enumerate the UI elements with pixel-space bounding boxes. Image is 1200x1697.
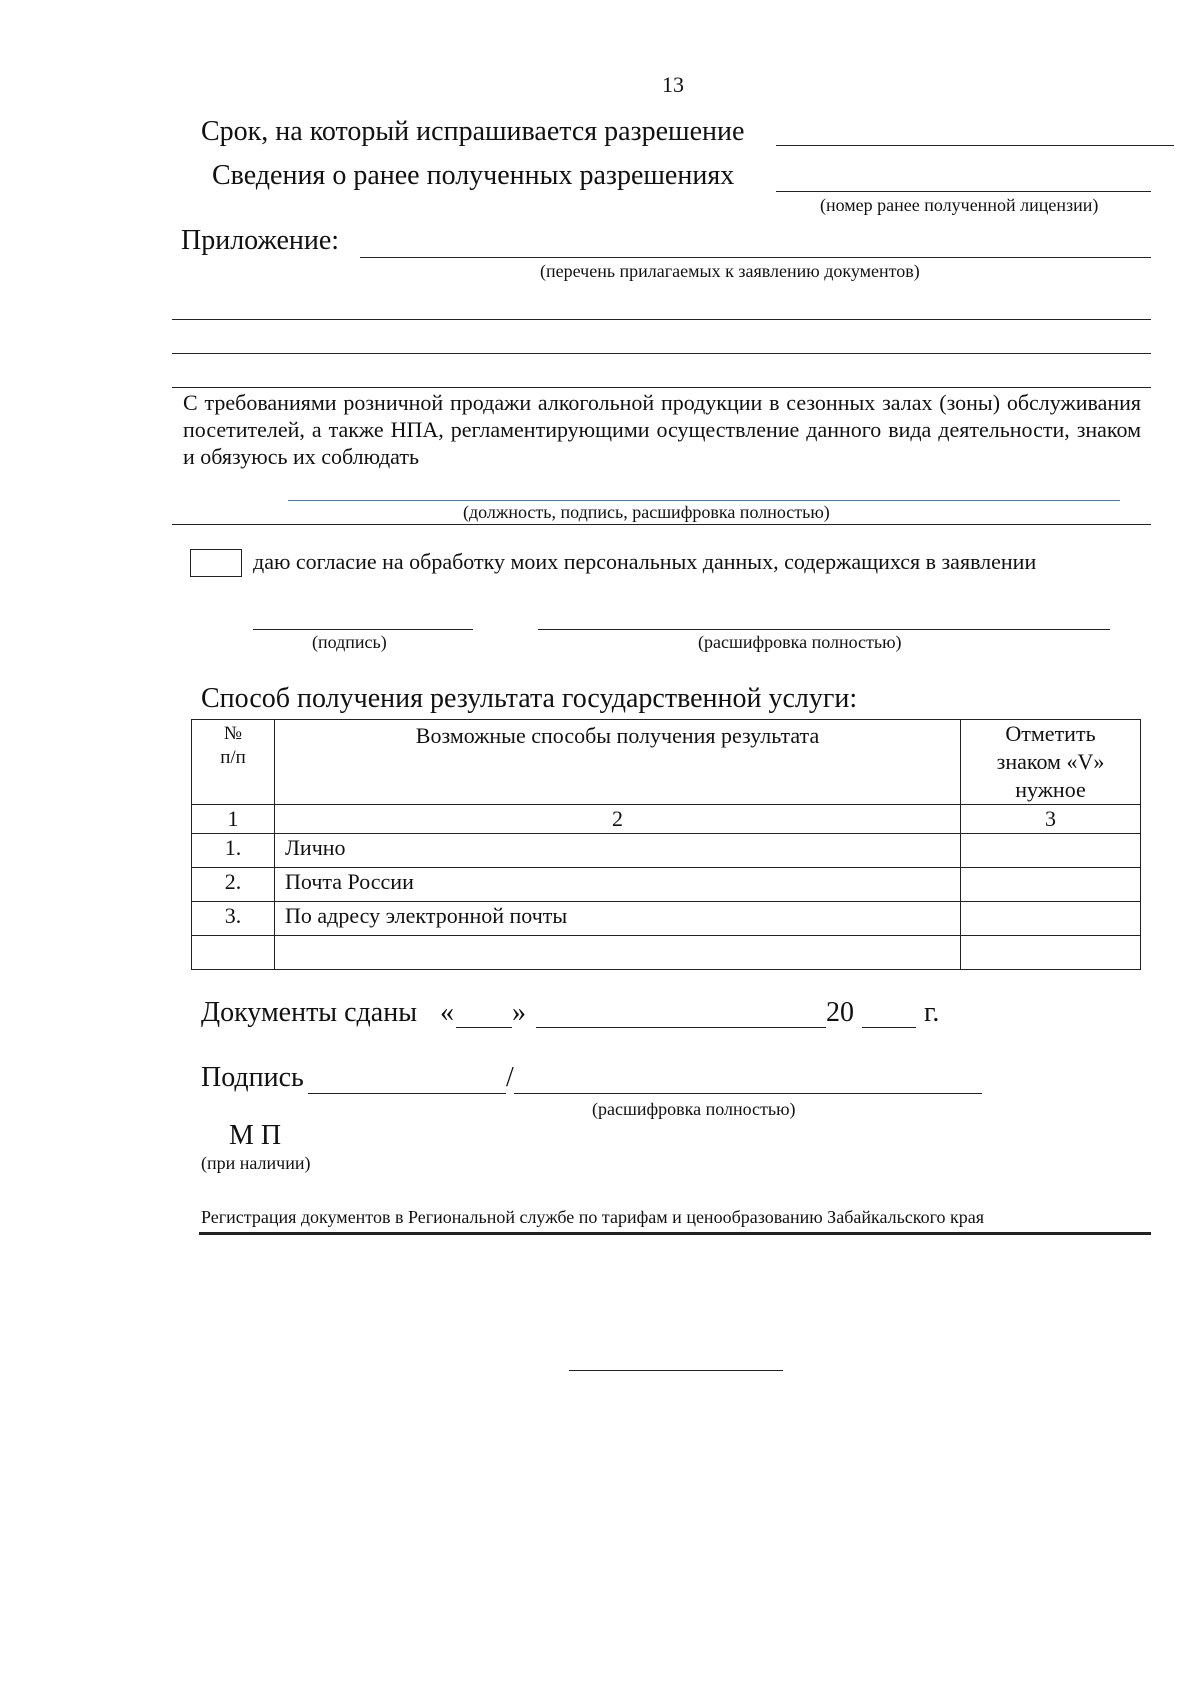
registration-underline: [199, 1232, 1151, 1235]
section-divider-top: [172, 387, 1151, 388]
prev-permits-label: Сведения о ранее полученных разрешениях: [212, 160, 735, 191]
page-number: 13: [662, 72, 684, 97]
consent-signature-line[interactable]: [253, 629, 473, 630]
term-label: Срок, на который испрашивается разрешение: [201, 116, 745, 147]
attachment-extra-line-2[interactable]: [172, 353, 1151, 354]
header-method-label: Возможные способы получения результата: [415, 723, 820, 748]
header-method: [275, 720, 961, 805]
table-row: [192, 834, 1141, 868]
row-label[interactable]: [275, 936, 961, 970]
row-label: Лично: [275, 834, 961, 868]
attachment-input-line[interactable]: [360, 257, 1151, 258]
acknowledgement-text: С требованиями розничной продажи алкогольной продукции в сезонных залах (зоны) обслуживания посетителей, а также НПА, регламентирующими осуществление данного вида деятельности, знаком и обязуюсь их соблюдать: [183, 390, 1141, 469]
methods-table: [191, 719, 1141, 970]
signature-label: Подпись: [201, 1062, 304, 1093]
prev-permits-hint: (номер ранее полученной лицензии): [820, 195, 1099, 215]
acknowledgement-signature-line[interactable]: [288, 500, 1120, 501]
month-input-line[interactable]: [536, 1027, 826, 1028]
footer-separator-line: [569, 1370, 783, 1371]
docs-submitted-label: Документы сданы: [201, 997, 418, 1028]
signature-slash: /: [506, 1062, 514, 1093]
consent-signature-hint: (подпись): [312, 632, 387, 652]
row-mark-cell[interactable]: [961, 834, 1141, 868]
row-number: 3.: [192, 902, 275, 936]
consent-checkbox[interactable]: [190, 549, 242, 577]
table-row: [192, 902, 1141, 936]
row-number: 2.: [192, 868, 275, 902]
section-divider-bottom: [172, 524, 1151, 525]
signature-input-line[interactable]: [308, 1093, 506, 1094]
colnum-3: 3: [961, 805, 1141, 834]
term-input-line[interactable]: [776, 145, 1174, 146]
acknowledgement-signature-hint: (должность, подпись, расшифровка полностью): [463, 502, 830, 522]
attachment-extra-line-1[interactable]: [172, 319, 1151, 320]
signature-decoding-line[interactable]: [514, 1093, 982, 1094]
day-input-line[interactable]: [456, 1027, 512, 1028]
header-mark: [961, 720, 1141, 805]
row-number: 1.: [192, 834, 275, 868]
consent-decoding-line[interactable]: [538, 629, 1110, 630]
year-prefix: 20: [826, 997, 854, 1028]
date-close-quote: »: [512, 997, 526, 1028]
header-mark-line3: нужное: [1015, 777, 1086, 802]
methods-title: Способ получения результата государственной услуги:: [201, 683, 858, 714]
stamp-label: М П: [229, 1120, 282, 1151]
row-number: [192, 936, 275, 970]
table-row: [192, 936, 1141, 970]
header-mark-line1: Отметить: [1005, 721, 1096, 746]
year-input-line[interactable]: [862, 1027, 916, 1028]
header-mark-line2: знаком «V»: [996, 749, 1105, 774]
row-mark-cell[interactable]: [961, 868, 1141, 902]
signature-decoding-hint: (расшифровка полностью): [592, 1099, 796, 1119]
table-row: [192, 868, 1141, 902]
year-suffix: г.: [924, 997, 940, 1028]
attachment-hint: (перечень прилагаемых к заявлению документов): [540, 261, 920, 281]
header-number-line1: №: [223, 723, 243, 744]
consent-decoding-hint: (расшифровка полностью): [698, 632, 902, 652]
attachment-label: Приложение:: [181, 225, 340, 256]
row-mark-cell[interactable]: [961, 936, 1141, 970]
prev-permits-input-line[interactable]: [776, 191, 1151, 192]
registration-note: Регистрация документов в Региональной службе по тарифам и ценообразованию Забайкальского края: [201, 1207, 985, 1227]
consent-text: даю согласие на обработку моих персональных данных, содержащихся в заявлении: [253, 549, 1037, 574]
methods-colnum-row: [192, 805, 1141, 834]
colnum-1: 1: [192, 805, 275, 834]
header-number: [192, 720, 275, 805]
row-label: Почта России: [275, 868, 961, 902]
row-label: По адресу электронной почты: [275, 902, 961, 936]
header-number-line2: п/п: [220, 747, 246, 768]
methods-header-row: [192, 720, 1141, 805]
row-mark-cell[interactable]: [961, 902, 1141, 936]
date-open-quote: «: [440, 997, 454, 1028]
stamp-hint: (при наличии): [201, 1153, 311, 1173]
colnum-2: 2: [275, 805, 961, 834]
